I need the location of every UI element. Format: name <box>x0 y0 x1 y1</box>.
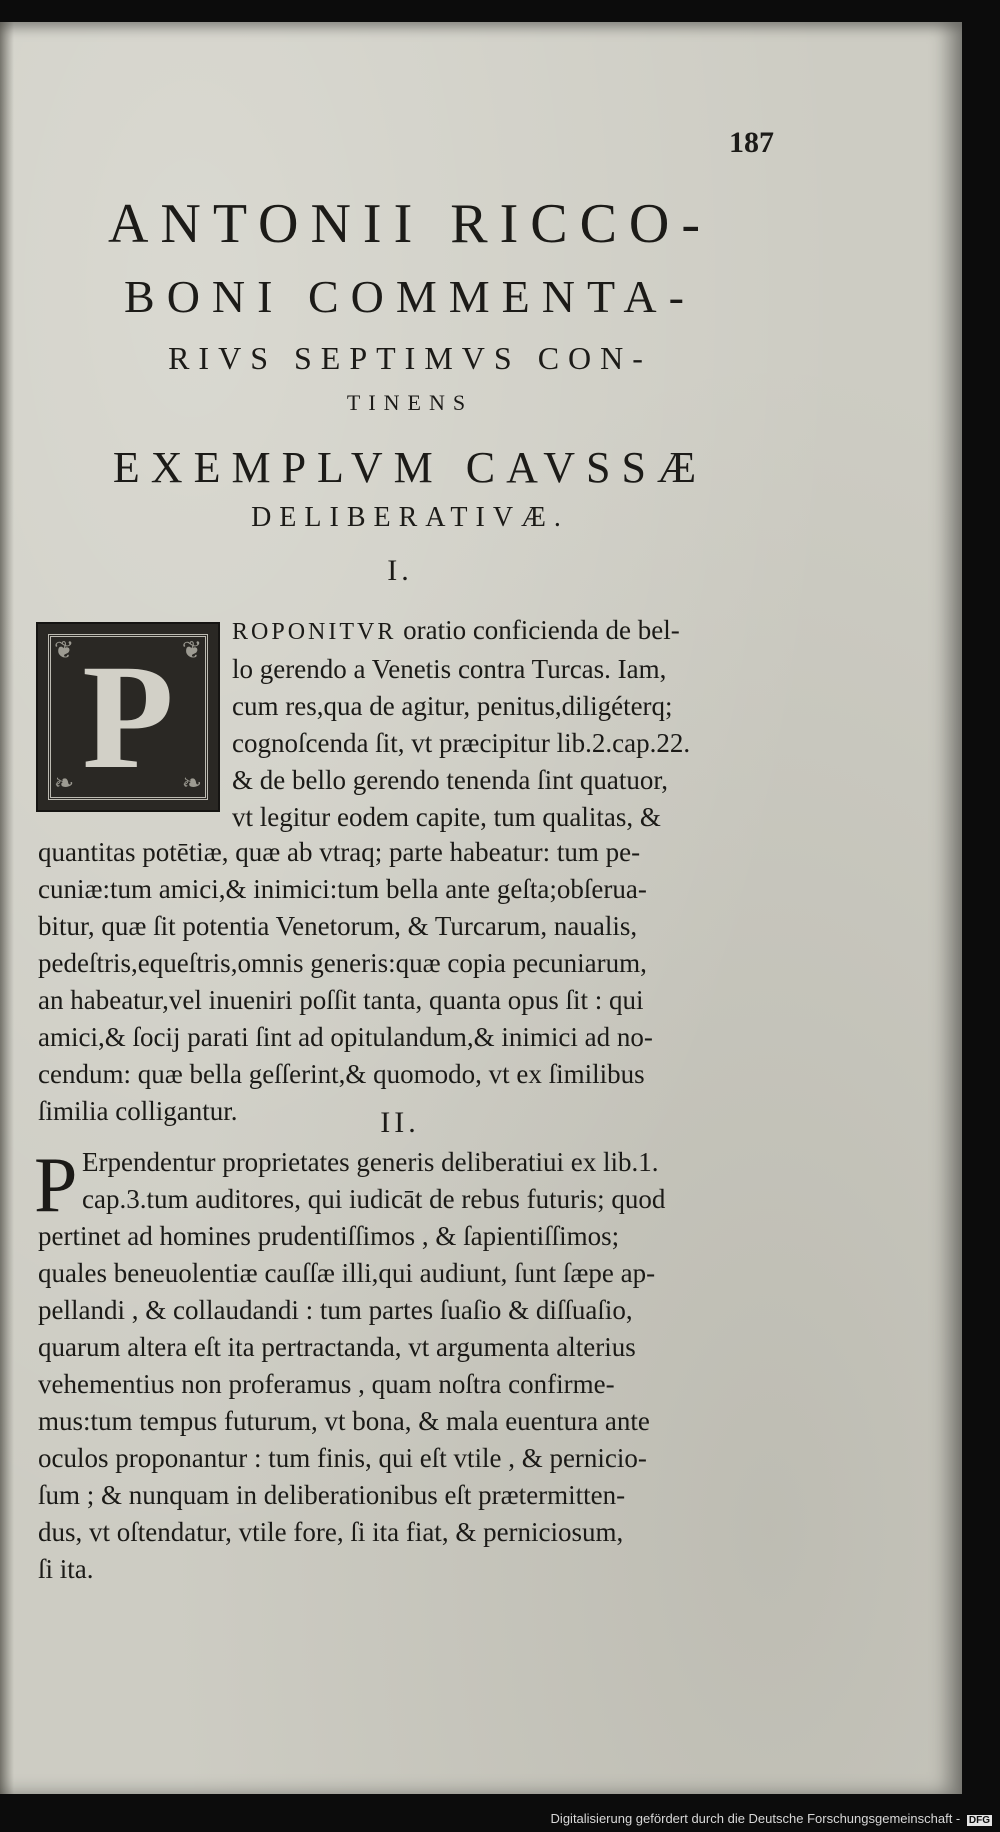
text-line: cap.3.tum auditores, qui iudicāt de rebus futuris; quod <box>82 1184 666 1214</box>
title-line-3: RIVS SEPTIMVS CON- <box>168 340 652 376</box>
text-line: cognoſcenda ſit, vt præcipitur lib.2.cap.22. <box>232 728 691 758</box>
flourish-icon: ❧ <box>181 771 202 797</box>
text-line: quarum altera eſt ita pertractanda, vt argumenta alterius <box>38 1332 636 1362</box>
title-line-4: TINENS <box>346 390 474 415</box>
title-line-6: DELIBERATIVÆ. <box>251 502 569 533</box>
page-gutter-shadow <box>0 22 14 1794</box>
text-line: & de bello gerendo tenenda ſint quatuor, <box>232 765 669 795</box>
credit-text: Digitalisierung gefördert durch die Deutsche Forschungsgemeinschaft - <box>550 1811 961 1826</box>
text-line: quantitas potētiæ, quæ ab vtraq; parte habeatur: tum pe- <box>38 837 641 867</box>
text-line: cum res,qua de agitur, penitus,diligéterq; <box>232 691 673 721</box>
text-line: ſi ita. <box>38 1554 94 1584</box>
flourish-icon: ❦ <box>181 638 202 664</box>
digitization-credit <box>551 1811 992 1826</box>
text-line: vehementius non proferamus , quam noſtra confirme- <box>38 1369 615 1399</box>
text-line: ROPONITVR oratio conficienda de bel- <box>232 615 680 645</box>
section-number-2: II. <box>380 1106 420 1139</box>
text-line: pedeſtris,equeſtris,omnis generis:quæ copia pecuniarum, <box>38 948 647 978</box>
first-word: ROPONITVR <box>232 619 397 645</box>
text-line: mus:tum tempus futurum, vt bona, & mala euentura ante <box>38 1406 650 1436</box>
flourish-icon: ❧ <box>54 771 75 797</box>
section-1-indented-text <box>232 612 792 836</box>
text-line: ſimilia colligantur. <box>38 1096 238 1126</box>
text-line: vt legitur eodem capite, tum qualitas, & <box>232 802 661 832</box>
section-2-text <box>38 1144 798 1588</box>
text-line: dus, vt oſtendatur, vtile fore, ſi ita fiat, & perniciosum, <box>38 1517 624 1547</box>
initial-letter: P <box>82 634 174 800</box>
section-number-1: I. <box>387 554 413 587</box>
text-line: an habeatur,vel inueniri poſſit tanta, quanta opus ſit : qui <box>38 985 644 1015</box>
text-line: cuniæ:tum amici,& inimici:tum bella ante geſta;obſerua- <box>38 874 647 904</box>
text-line: bitur, quæ ſit potentia Venetorum, & Turcarum, naualis, <box>38 911 638 941</box>
dfg-logo-icon: DFG <box>968 1815 990 1826</box>
text-line: oculos proponantur : tum finis, qui eſt vtile , & pernicio- <box>38 1443 647 1473</box>
text-line: ſum ; & nunquam in deliberationibus eſt prætermitten- <box>38 1480 626 1510</box>
text-line: pellandi , & collaudandi : tum partes ſuaſio & diſſuaſio, <box>38 1295 633 1325</box>
page-number: 187 <box>729 126 774 159</box>
text-line: Erpendentur proprietates generis deliberatiui ex lib.1. <box>82 1147 659 1177</box>
title-line-1: ANTONII RICCO- <box>107 193 713 255</box>
book-page <box>0 22 962 1794</box>
flourish-icon: ❦ <box>54 638 75 664</box>
text-line: cendum: quæ bella geſſerint,& quomodo, vt ex ſimilibus <box>38 1059 645 1089</box>
section-1-text <box>38 834 798 1130</box>
text-line: pertinet ad homines prudentiſſimos , & ſapientiſſimos; <box>38 1221 620 1251</box>
title-line-2: BONI COMMENTA- <box>124 271 696 322</box>
text-line: lo gerendo a Venetis contra Turcas. Iam, <box>232 654 667 684</box>
section-2-initial: P <box>34 1141 78 1228</box>
decorated-initial <box>36 622 220 812</box>
text-line: quales beneuolentiæ cauſſæ illi,qui audiunt, ſunt ſæpe ap- <box>38 1258 656 1288</box>
title-line-5: EXEMPLVM CAVSSÆ <box>112 443 708 492</box>
text-line: amici,& ſocij parati ſint ad opitulandum,& inimici ad no- <box>38 1022 653 1052</box>
